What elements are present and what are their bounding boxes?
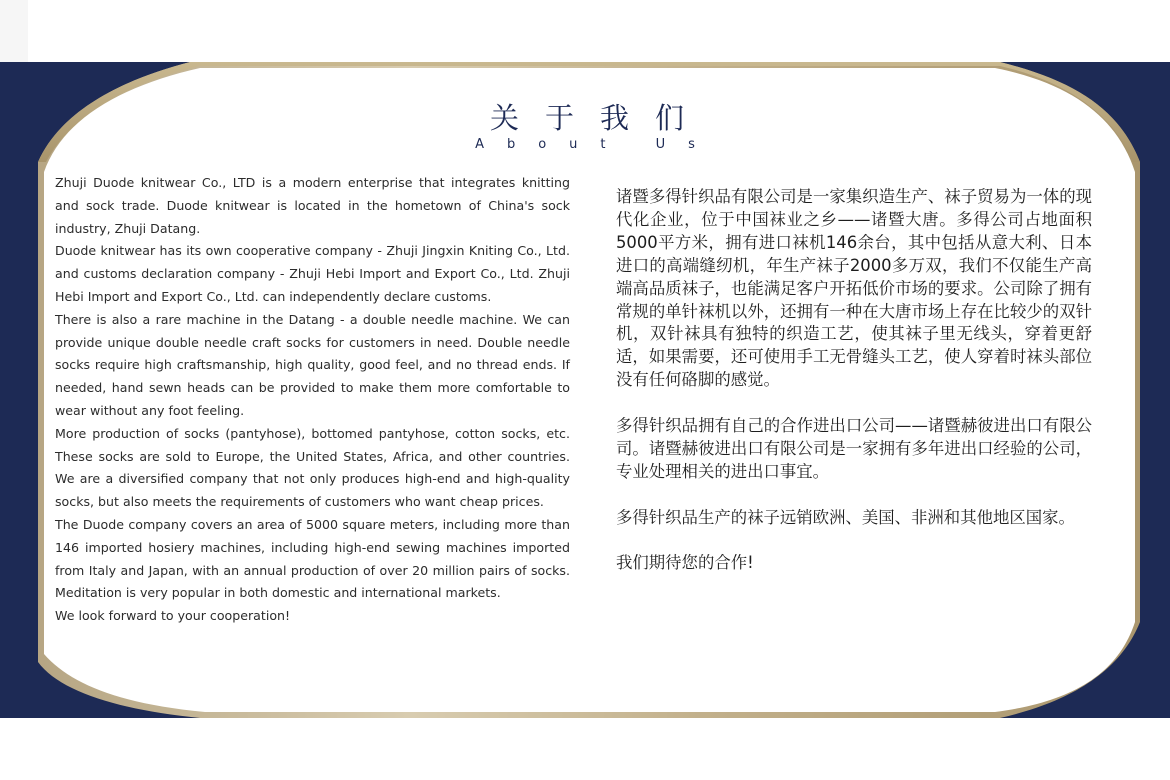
- top-whitespace: [0, 0, 1170, 62]
- title-english: About Us: [475, 137, 718, 152]
- english-paragraph: The Duode company covers an area of 5000 square meters, including more than 146 imported hosiery machines, including high-end sewing machines imported from Italy and Japan, with an annual production of over 20 million pairs of socks. Meditation is very popular in both domestic and international markets.: [55, 516, 570, 601]
- chinese-text-column: [616, 186, 1092, 575]
- english-paragraph: There is also a rare machine in the Datang - a double needle machine. We can provide unique double needle craft socks for customers in need. Double needle socks require high craftsmanship, high quality, good feel, and no thread ends. If needed, hand sewn heads can be provided to make them more comfortable to wear without any foot feeling.: [55, 311, 570, 418]
- title-chinese: 关于我们: [489, 101, 710, 135]
- chinese-paragraph: 多得针织品生产的袜子远销欧洲、美国、非洲和其他地区国家。: [616, 507, 1075, 527]
- chinese-paragraph: 诸暨多得针织品有限公司是一家集织造生产、袜子贸易为一体的现代化企业，位于中国袜业之乡——诸暨大唐。多得公司占地面积5000平方米，拥有进口袜机146余台，其中包括从意大利、日本进口的高端缝纫机，年生产袜子2000多万双，我们不仅能生产高端高品质袜子，也能满足客户开拓低价市场的要求。公司除了拥有常规的单针袜机以外，还拥有一种在大唐市场上存在比较少的双针机，双针袜具有独特的织造工艺，使其袜子里无线头，穿着更舒适，如果需要，还可使用手工无骨缝头工艺，使人穿着时袜头部位没有任何硌脚的感觉。: [616, 187, 1092, 390]
- english-paragraph: Duode knitwear has its own cooperative company - Zhuji Jingxin Kniting Co., Ltd. and customs declaration company - Zhuji Hebi Import and Export Co., Ltd. Zhuji Hebi Import and Export Co., Ltd. can independently declare customs.: [55, 243, 570, 304]
- about-us-banner: [0, 62, 1170, 718]
- english-paragraph: We look forward to your cooperation!: [55, 608, 291, 624]
- bottom-whitespace: [0, 718, 1170, 780]
- english-paragraph: Zhuji Duode knitwear Co., LTD is a modern enterprise that integrates knitting and sock trade. Duode knitwear is located in the hometown of China's sock industry, Zhuji Datang.: [55, 175, 570, 236]
- chinese-paragraph: 我们期待您的合作!: [616, 553, 754, 573]
- english-text-column: [55, 172, 570, 628]
- english-paragraph: More production of socks (pantyhose), bottomed pantyhose, cotton socks, etc. These socks are sold to Europe, the United States, Africa, and other countries. We are a diversified company that not only produces high-end and high-quality socks, but also meets the requirements of customers who want cheap prices.: [55, 425, 570, 510]
- chinese-paragraph: 多得针织品拥有自己的合作进出口公司——诸暨赫彼进出口有限公司。诸暨赫彼进出口有限公司是一家拥有多年进出口经验的公司，专业处理相关的进出口事宜。: [616, 416, 1092, 481]
